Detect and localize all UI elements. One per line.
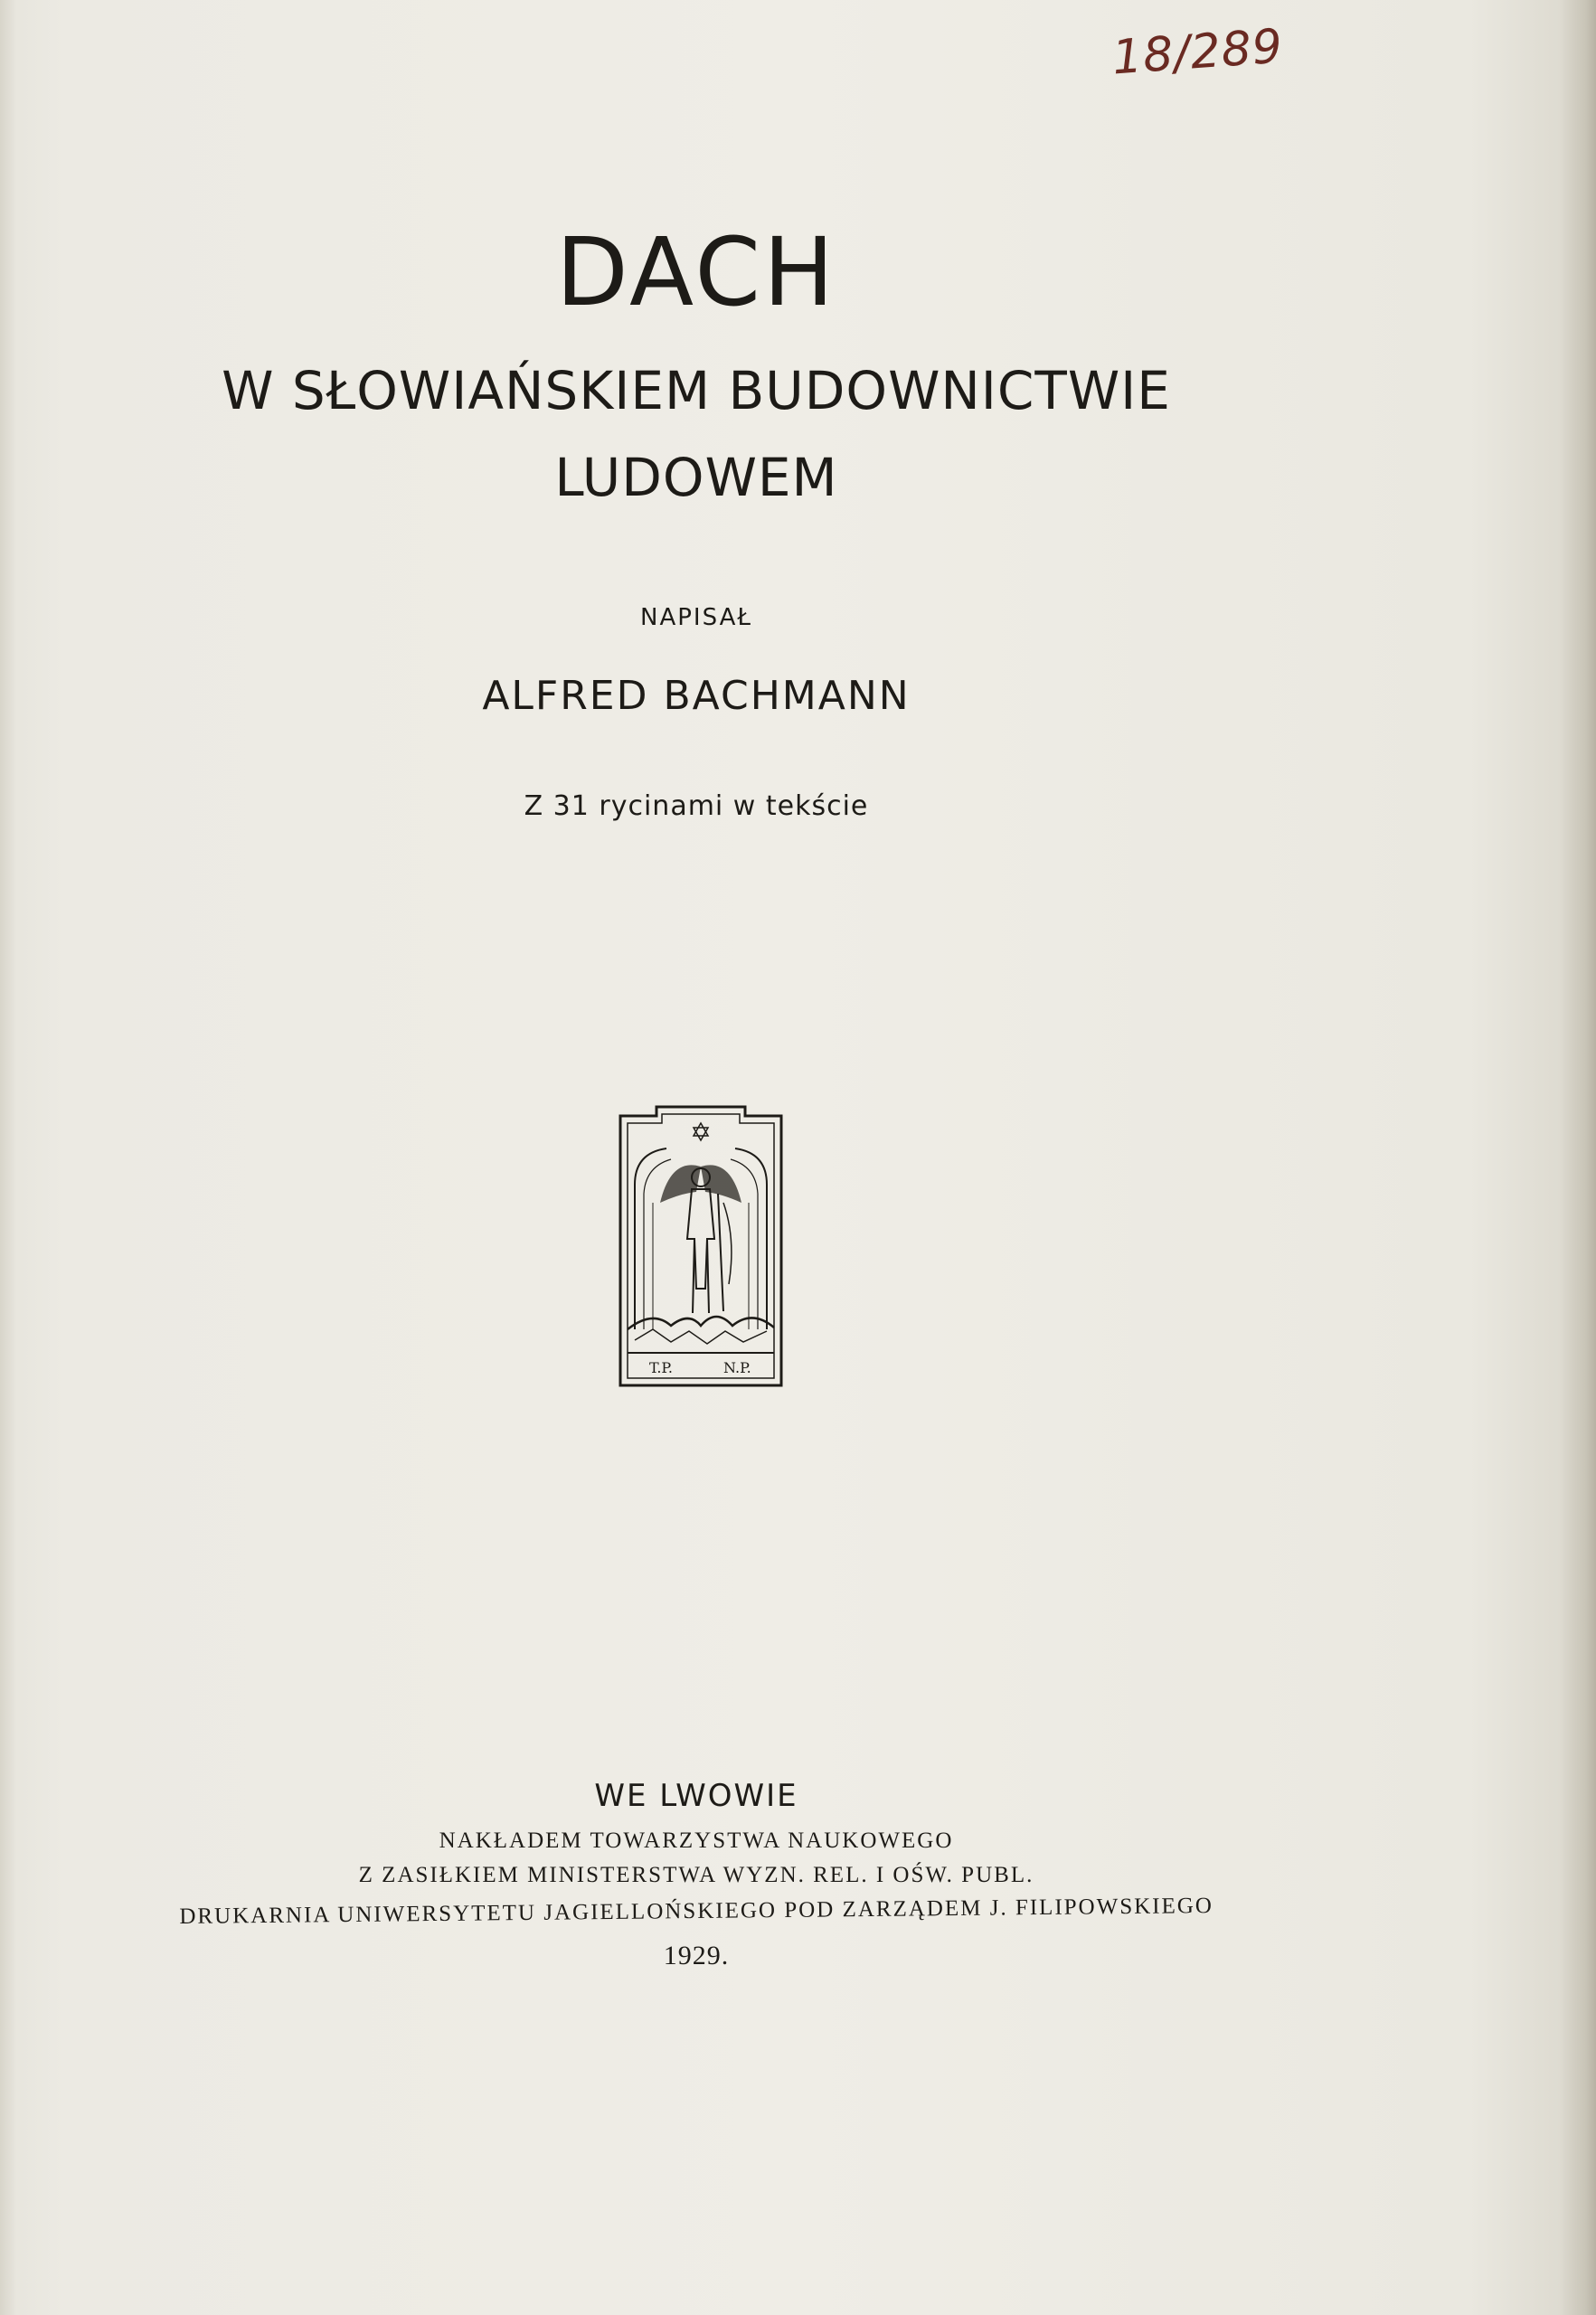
book-title: DACH — [555, 217, 837, 327]
imprint-year: 1929. — [663, 1941, 730, 1970]
author-name: ALFRED BACHMANN — [482, 673, 911, 719]
book-subtitle-line-1: W SŁOWIAŃSKIEM BUDOWNICTWIE — [222, 360, 1171, 421]
author-label: NAPISAŁ — [640, 604, 752, 631]
emblem-drawing — [617, 1103, 785, 1389]
imprint-publisher: NAKŁADEM TOWARZYSTWA NAUKOWEGO — [439, 1828, 954, 1853]
publisher-emblem-icon — [617, 1103, 785, 1389]
emblem-initials-right: N.P. — [723, 1359, 751, 1376]
illustrations-note: Z 31 rycinami w tekście — [524, 790, 869, 822]
emblem-initials-left: T.P. — [649, 1359, 674, 1376]
handwritten-shelfmark: 18/289 — [1110, 19, 1285, 86]
imprint-place: WE LWOWIE — [594, 1778, 798, 1814]
imprint-printer: DRUKARNIA UNIWERSYTETU JAGIELLOŃSKIEGO POD ZARZĄDEM J. FILIPOWSKIEGO — [179, 1894, 1214, 1929]
imprint-ministry: Z ZASIŁKIEM MINISTERSTWA WYZN. REL. I OŚW. PUBL. — [358, 1863, 1034, 1887]
book-subtitle-line-2: LUDOWEM — [554, 447, 838, 508]
